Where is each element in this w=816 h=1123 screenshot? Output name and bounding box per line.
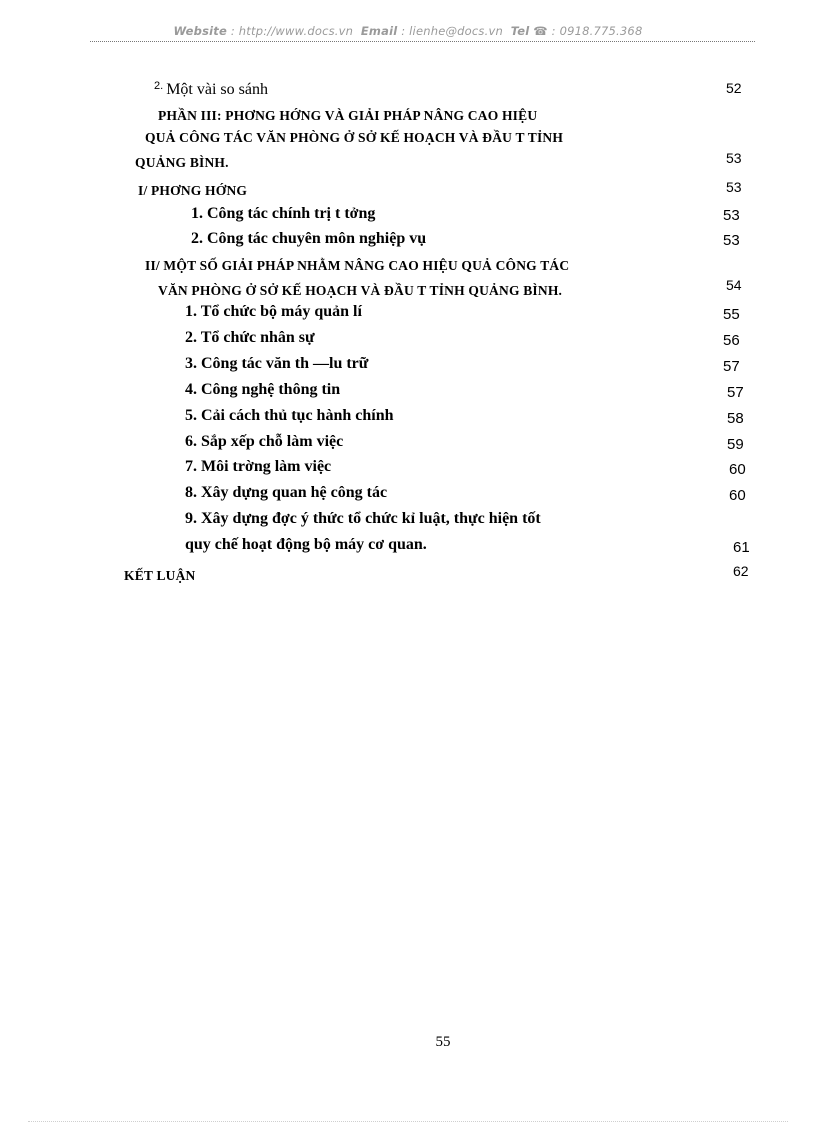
toc-entry-workplace-page: 59 [727, 436, 744, 453]
toc-entry-personnel: 2. Tổ chức nhân sự [185, 329, 315, 346]
toc-entry-records: 3. Công tác văn th —lu trữ [185, 355, 369, 372]
phone-icon: ☎ [533, 24, 548, 38]
toc-entry-1-prefix: 2. [154, 80, 164, 92]
email-value: : lienhe@docs.vn [401, 24, 503, 38]
toc-entry-environment-page: 60 [729, 461, 746, 478]
footer-divider [28, 1121, 788, 1122]
page-number: 55 [435, 1034, 451, 1050]
email-label: Email [360, 24, 398, 38]
toc-entry-workplace: 6. Sắp xếp chỗ làm việc [185, 433, 344, 450]
toc-entry-professional: 2. Công tác chuyên môn nghiệp vụ [191, 230, 427, 247]
toc-entry-admin-reform: 5. Cải cách thủ tục hành chính [185, 407, 394, 424]
page-header [0, 24, 816, 38]
toc-entry-relations: 8. Xây dựng quan hệ công tác [185, 484, 388, 501]
toc-entry-it-page: 57 [727, 384, 744, 401]
toc-conclusion-page: 62 [733, 563, 749, 579]
toc-entry-records-page: 57 [723, 358, 740, 375]
website-label: Website [173, 24, 227, 38]
header-divider [90, 41, 755, 42]
toc-entry-admin-reform-page: 58 [727, 410, 744, 427]
toc-entry-relations-page: 60 [729, 487, 746, 504]
toc-entry-discipline-line1: 9. Xây dựng đợc ý thức tổ chức kỉ luật, thực hiện tốt [185, 510, 541, 527]
toc-entry-personnel-page: 56 [723, 332, 740, 349]
toc-section-2-page: 54 [726, 277, 742, 293]
toc-entry-org-structure-page: 55 [723, 306, 740, 323]
toc-entry-1-page: 52 [726, 80, 742, 96]
toc-section-1: I/ PHƠNG HỚNG [138, 183, 248, 198]
toc-section-1-page: 53 [726, 179, 742, 195]
toc-entry-environment: 7. Môi trờng làm việc [185, 458, 332, 475]
tel-label: Tel [510, 24, 530, 38]
toc-section-2-line2: VĂN PHÒNG Ở SỞ KẾ HOẠCH VÀ ĐẦU T TỈNH QUẢNG BÌNH. [158, 283, 563, 298]
tel-value: : 0918.775.368 [551, 24, 643, 38]
website-value: : http://www.docs.vn [230, 24, 354, 38]
toc-part3-line3: QUẢNG BÌNH. [135, 155, 229, 170]
toc-entry-discipline-line2: quy chế hoạt động bộ máy cơ quan. [185, 536, 427, 553]
toc-entry-org-structure: 1. Tổ chức bộ máy quản lí [185, 303, 362, 320]
toc-entry-1-text: $^{2.}$ Một vài so sánh [154, 80, 268, 98]
toc-conclusion: KẾT LUẬN [124, 568, 196, 583]
toc-part3-line1: PHẦN III: PHƠNG HỚNG VÀ GIẢI PHÁP NÂNG CAO HIỆU [158, 108, 538, 123]
toc-part3-line2: QUẢ CÔNG TÁC VĂN PHÒNG Ở SỞ KẾ HOẠCH VÀ ĐẦU T TỈNH [145, 130, 564, 145]
toc-entry-professional-page: 53 [723, 232, 740, 249]
toc-entry-politics-page: 53 [723, 207, 740, 224]
toc-entry-it: 4. Công nghệ thông tin [185, 381, 341, 398]
toc-part3-page: 53 [726, 150, 742, 166]
toc-entry-politics: 1. Công tác chính trị t tởng [191, 205, 376, 222]
toc-section-2-line1: II/ MỘT SỐ GIẢI PHÁP NHẰM NÂNG CAO HIỆU QUẢ CÔNG TÁC [145, 258, 570, 273]
toc-entry-discipline-page: 61 [733, 539, 750, 556]
